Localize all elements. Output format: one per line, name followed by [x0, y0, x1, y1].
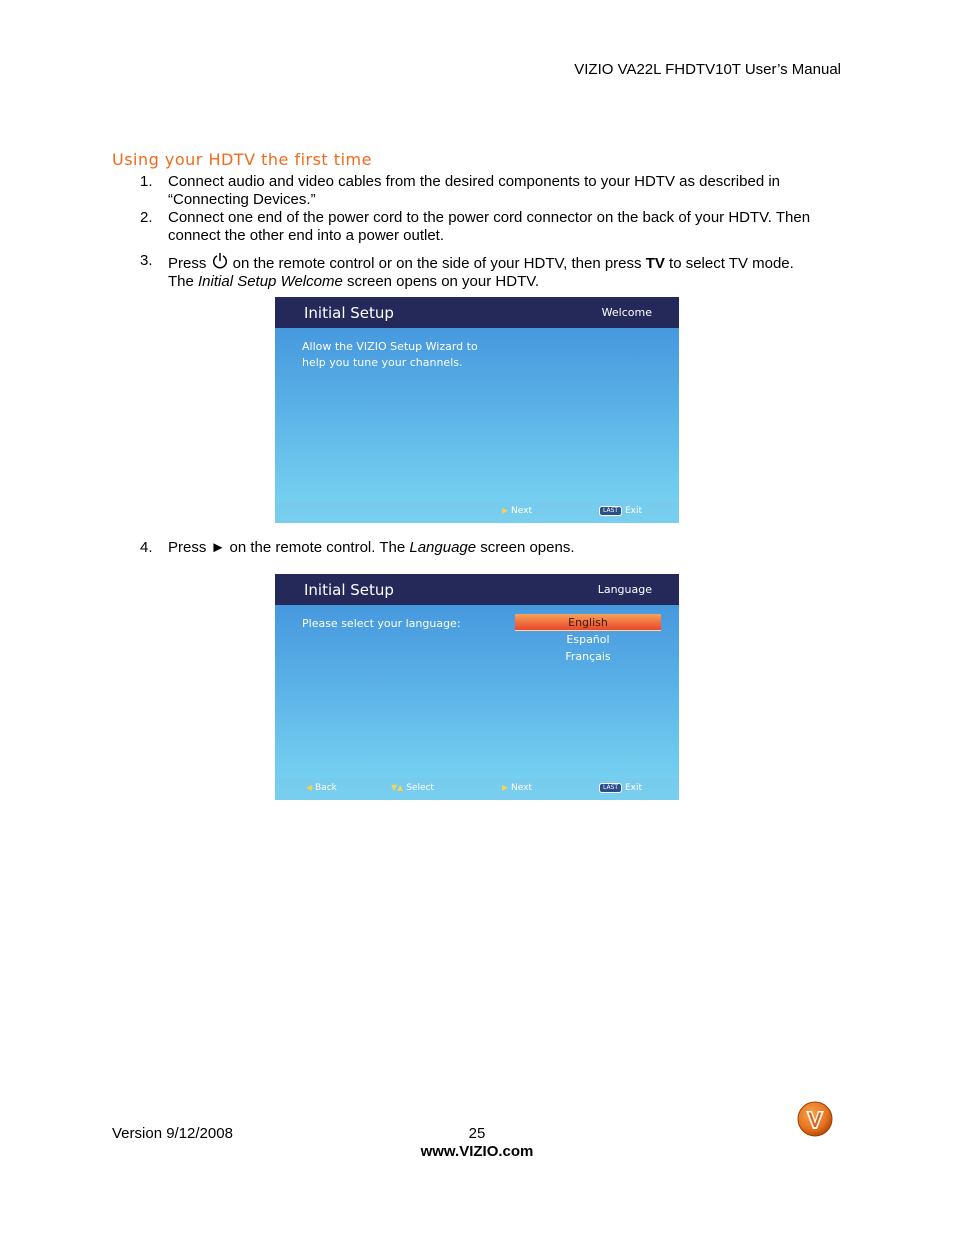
step-number: 3. — [140, 252, 153, 269]
version-text: Version 9/12/2008 — [112, 1125, 233, 1142]
screen-name: Language — [409, 539, 477, 556]
language-list — [515, 614, 661, 665]
step-number: 4. — [140, 539, 153, 556]
step-text-part: to select TV mode. — [664, 255, 794, 272]
left-arrow-icon: ◀ — [306, 783, 313, 792]
tv-screen-label: Language — [597, 583, 652, 596]
footer-select-label: Select — [406, 783, 434, 793]
vizio-logo-icon — [797, 1101, 833, 1137]
footer-back — [306, 783, 337, 793]
language-option: Français — [565, 650, 611, 663]
footer-select — [391, 783, 434, 793]
step-number: 1. — [140, 173, 153, 190]
step-press-word: Press — [168, 255, 207, 272]
footer-exit-label: Exit — [624, 783, 642, 793]
footer-exit — [599, 783, 642, 793]
step-text — [168, 539, 848, 557]
step-text-part: Press ► on the remote control. The — [168, 539, 410, 556]
right-arrow-icon: ▶ — [502, 506, 509, 515]
website-url: www.VIZIO.com — [420, 1143, 534, 1160]
footer-next — [502, 783, 532, 793]
step-text-part: on the remote control or on the side of your HDTV, then press — [228, 255, 646, 272]
tv-footer — [275, 501, 679, 523]
power-icon — [211, 252, 229, 270]
step-number: 2. — [140, 209, 153, 226]
tv-key-label: TV — [645, 255, 665, 272]
tv-header — [275, 574, 679, 605]
welcome-message: Allow the VIZIO Setup Wizard to help you tune your channels. — [302, 340, 478, 369]
step-text-part: screen opens on your HDTV. — [342, 273, 540, 290]
tv-screen-title: Initial Setup — [304, 304, 394, 322]
step-text-part: The — [168, 273, 199, 290]
screen-name: Initial Setup Welcome — [198, 273, 343, 290]
footer-exit — [599, 506, 642, 516]
last-key-icon: LAST — [599, 783, 622, 793]
language-option: Español — [566, 633, 610, 646]
welcome-screen-image — [275, 297, 679, 523]
step-text: Connect one end of the power cord to the power cord connector on the back of your HDTV. Then connect the other end into a power outlet. — [168, 209, 811, 244]
tv-screen-title: Initial Setup — [304, 581, 394, 599]
page-number: 25 — [468, 1125, 486, 1142]
footer-next-label: Next — [511, 506, 532, 516]
footer-back-label: Back — [315, 783, 337, 793]
last-key-icon: LAST — [599, 506, 622, 516]
step-text: Connect audio and video cables from the desired components to your HDTV as described in “Connecting Devices.” — [168, 173, 781, 208]
step-text-part: screen opens. — [476, 539, 575, 556]
step-text — [168, 252, 848, 291]
tv-footer — [275, 778, 679, 800]
manual-title: VIZIO VA22L FHDTV10T User’s Manual — [574, 61, 841, 78]
right-arrow-icon: ▶ — [502, 783, 509, 792]
language-prompt: Please select your language: — [302, 617, 461, 630]
tv-screen-label: Welcome — [601, 306, 652, 319]
tv-header — [275, 297, 679, 328]
language-screen-image — [275, 574, 679, 800]
footer-next — [502, 506, 532, 516]
footer-exit-label: Exit — [624, 506, 642, 516]
up-down-arrow-icon: ▼▲ — [391, 783, 404, 792]
section-heading: Using your HDTV the first time — [112, 150, 372, 169]
language-option: English — [515, 614, 661, 631]
footer-next-label: Next — [511, 783, 532, 793]
